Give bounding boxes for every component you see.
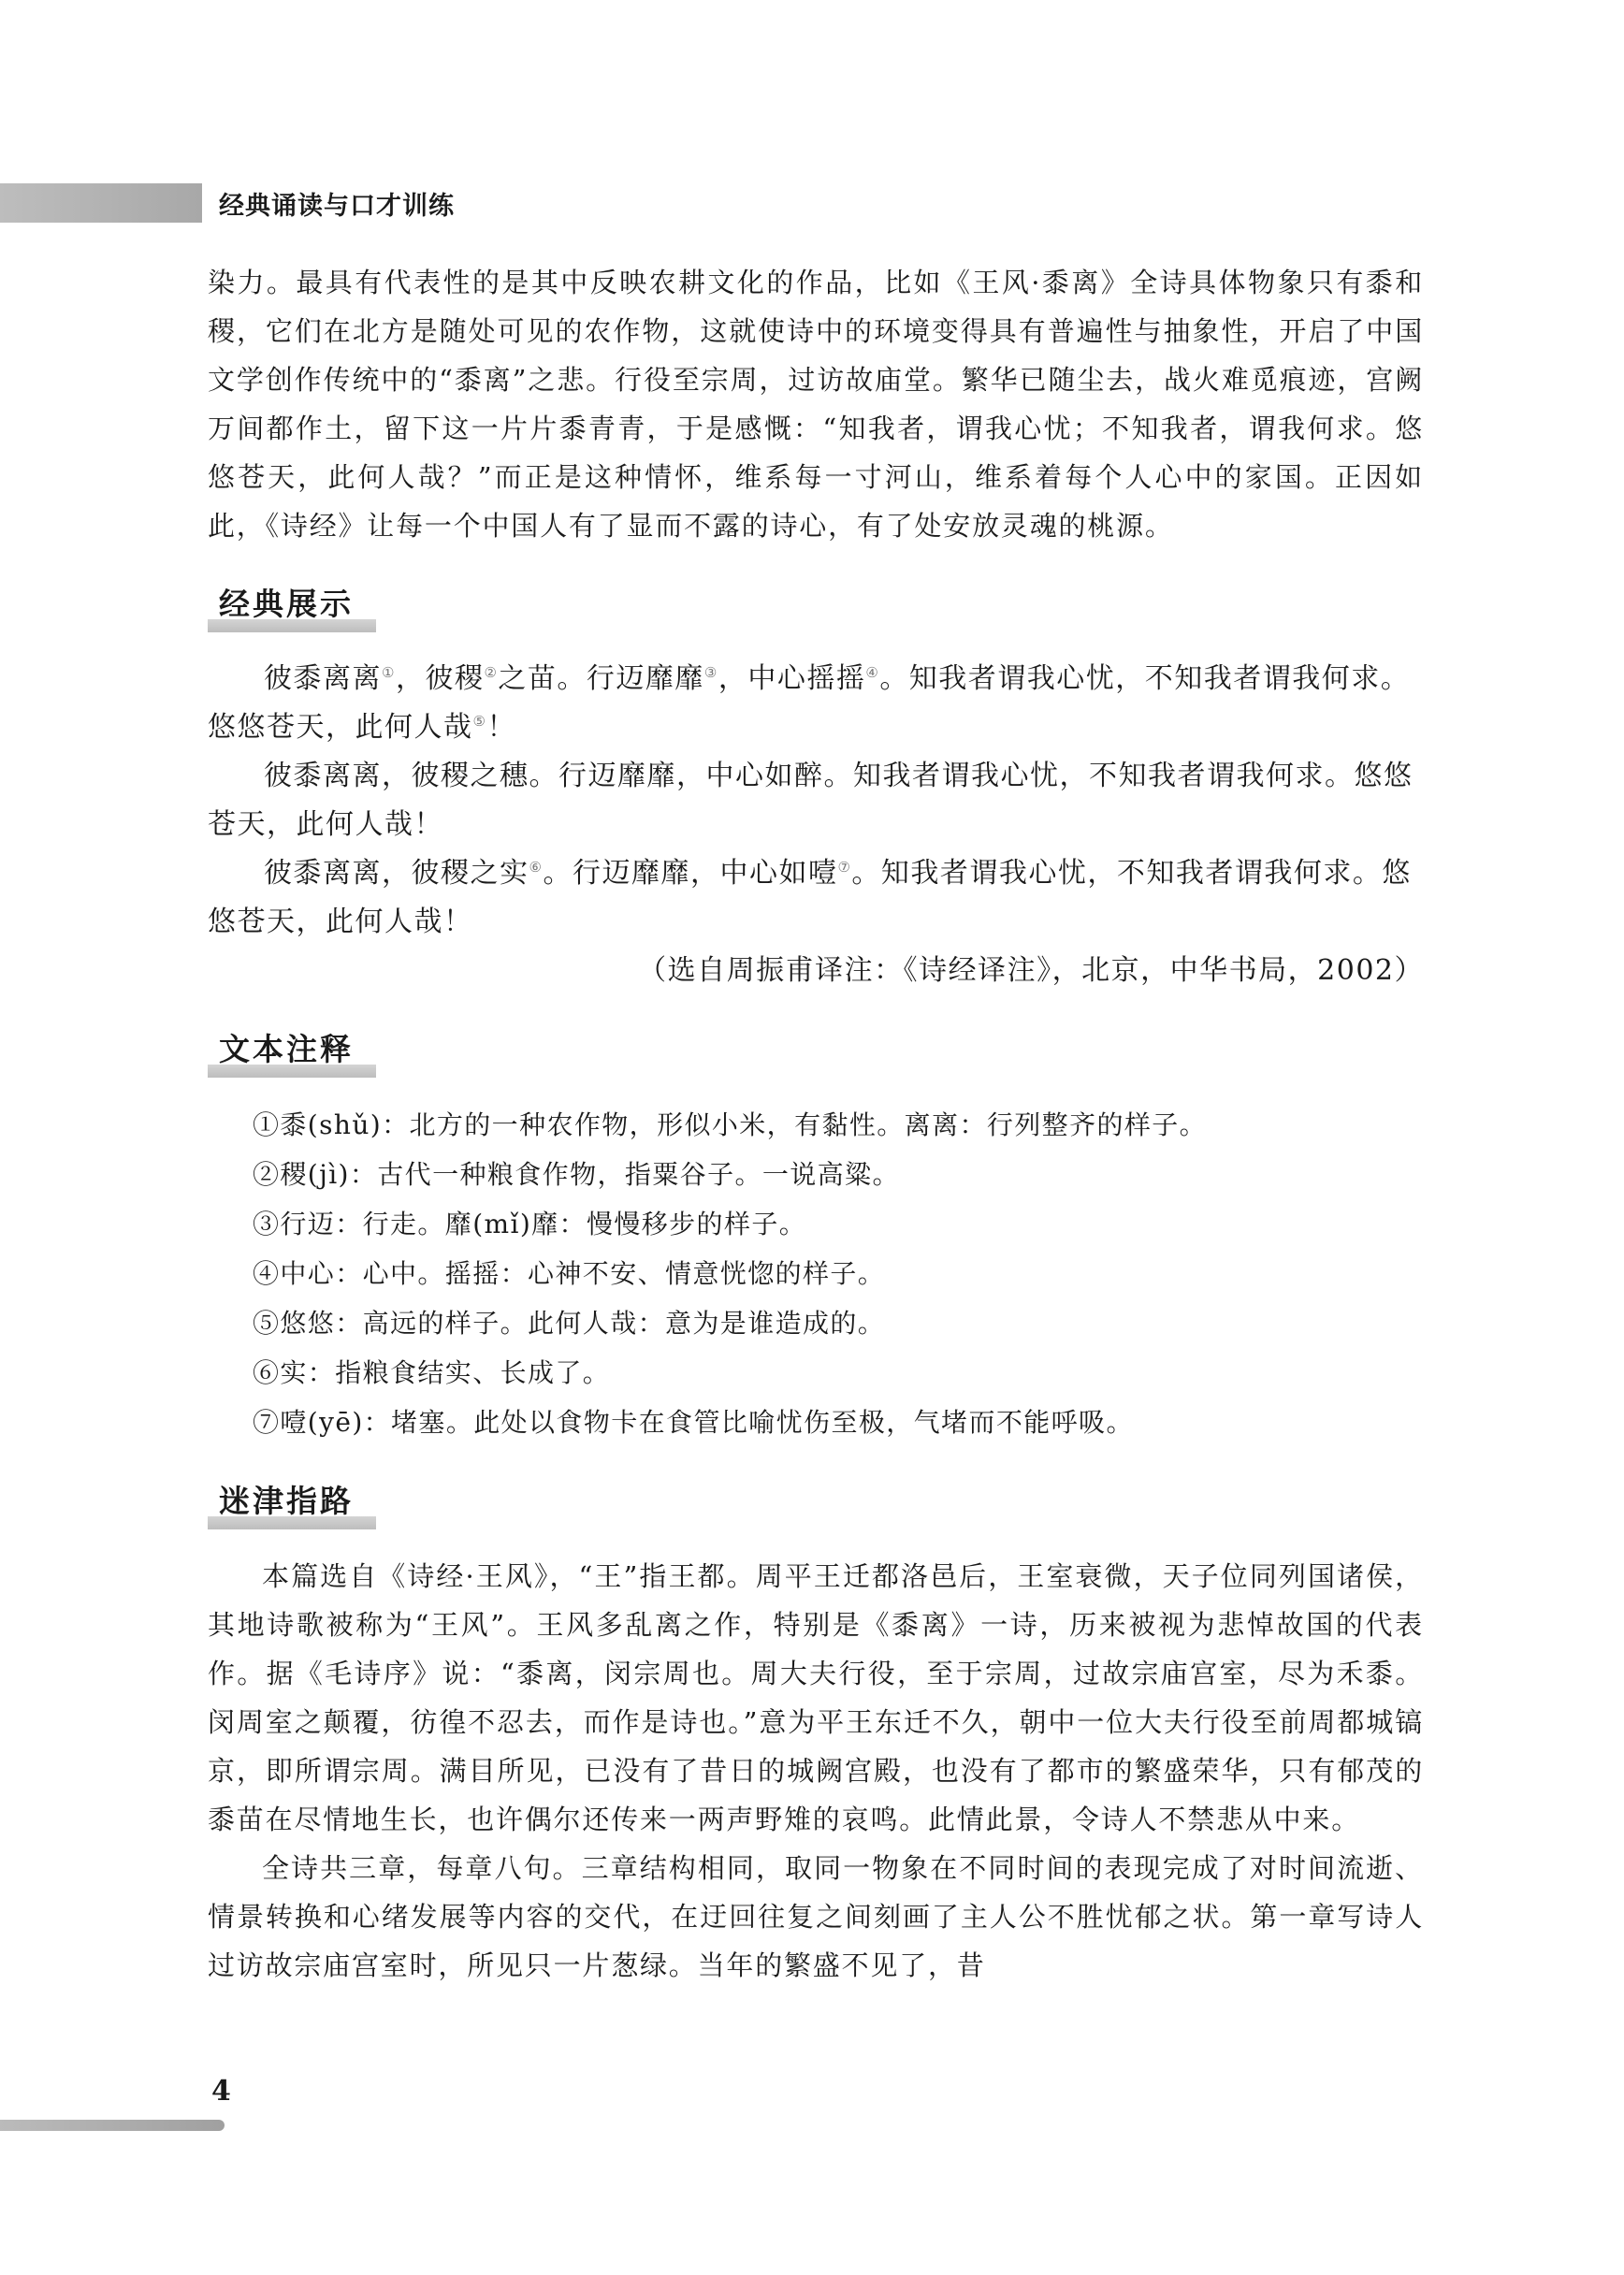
guide-paragraph-2: 全诗共三章，每章八句。三章结构相同，取同一物象在不同时间的表现完成了对时间流逝、情景转换和心绪发展等内容的交代，在迂回往复之间刻画了主人公不胜忧郁之状。第一章写诗人过访故宗庙宫室时，所见只一片葱绿。当年的繁盛不见了，昔	[208, 1852, 1424, 1981]
notes-list	[208, 1100, 1424, 1447]
heading-label: 文本注释	[219, 1031, 354, 1067]
note-item: ④中心：心中。摇摇：心神不安、情意恍惚的样子。	[253, 1258, 886, 1289]
footnote-ref: ⑥	[529, 859, 544, 876]
note-item: ⑦噎(yē)：堵塞。此处以食物卡在食管比喻忧伤至极，气堵而不能呼吸。	[253, 1407, 1134, 1438]
section-heading-classic	[208, 574, 1424, 634]
footnote-ref: ④	[865, 664, 880, 681]
note-item: ③行迈：行走。靡(mǐ)靡：慢慢移步的样子。	[253, 1209, 807, 1239]
header-decor-bar	[0, 183, 202, 223]
section-heading-guide	[208, 1471, 1424, 1531]
note-item: ⑤悠悠：高远的样子。此何人哉：意为是谁造成的。	[253, 1308, 886, 1339]
heading-label: 经典展示	[219, 586, 354, 622]
section-heading-notes	[208, 1020, 1424, 1080]
note-item: ②稷(jì)：古代一种粮食作物，指粟谷子。一说高粱。	[253, 1159, 900, 1190]
note-item: ⑥实：指粮食结实、长成了。	[253, 1357, 611, 1388]
guide-paragraph-1: 本篇选自《诗经·王风》，“王”指王都。周平王迁都洛邑后，王室衰微，天子位同列国诸侯，其地诗歌被称为“王风”。王风多乱离之作，特别是《黍离》一诗，历来被视为悲悼故国的代表作。据《毛诗序》说：“黍离，闵宗周也。周大夫行役，至于宗周，过故宗庙宫室，尽为禾黍。闵周室之颠覆，彷徨不忍去，而作是诗也。”意为平王东迁不久，朝中一位大夫行役至前周都城镐京，即所谓宗周。满目所见，已没有了昔日的城阙宫殿，也没有了都市的繁盛荣华，只有郁茂的黍苗在尽情地生长，也许偶尔还传来一两声野雉的哀鸣。此情此景，令诗人不禁悲从中来。	[208, 1560, 1424, 1835]
poem-stanza-3: 彼黍离离，彼稷之实⑥。行迈靡靡，中心如噎⑦。知我者谓我心忧，不知我者谓我何求。悠悠苍天，此何人哉！	[208, 857, 1412, 938]
page-number: 4	[211, 2075, 231, 2108]
running-header-title: 经典诵读与口才训练	[219, 192, 455, 221]
footnote-ref: ⑦	[837, 859, 852, 876]
note-item: ①黍(shǔ)：北方的一种农作物，形似小米，有黏性。离离：行列整齐的样子。	[253, 1109, 1208, 1140]
footnote-ref: ⑤	[472, 713, 487, 730]
poem-stanza-2: 彼黍离离，彼稷之穗。行迈靡靡，中心如醉。知我者谓我心忧，不知我者谓我何求。悠悠苍天，此何人哉！	[208, 760, 1414, 841]
intro-paragraph: 染力。最具有代表性的是其中反映农耕文化的作品，比如《王风·黍离》全诗具体物象只有黍和稷，它们在北方是随处可见的农作物，这就使诗中的环境变得具有普遍性与抽象性，开启了中国文学创作传统中的“黍离”之悲。行役至宗周，过访故庙堂。繁华已随尘去，战火难觅痕迹，宫阙万间都作土，留下这一片片黍青青，于是感慨：“知我者，谓我心忧；不知我者，谓我何求。悠悠苍天，此何人哉？”而正是这种情怀，维系每一寸河山，维系着每个人心中的家国。正因如此，《诗经》让每一个中国人有了显而不露的诗心，有了处安放灵魂的桃源。	[208, 267, 1424, 542]
source-citation: （选自周振甫译注：《诗经译注》，北京，中华书局，2002）	[638, 954, 1424, 987]
heading-label: 迷津指路	[219, 1483, 354, 1519]
page-content	[208, 258, 1424, 1990]
footnote-ref: ②	[484, 664, 499, 681]
poem-stanza-1: 彼黍离离①，彼稷②之苗。行迈靡靡③，中心摇摇④。知我者谓我心忧，不知我者谓我何求。悠悠苍天，此何人哉⑤！	[208, 662, 1411, 744]
footer-decor-bar	[0, 2120, 225, 2131]
poem-block	[208, 655, 1424, 995]
footnote-ref: ③	[703, 664, 718, 681]
footnote-ref: ①	[382, 664, 396, 681]
